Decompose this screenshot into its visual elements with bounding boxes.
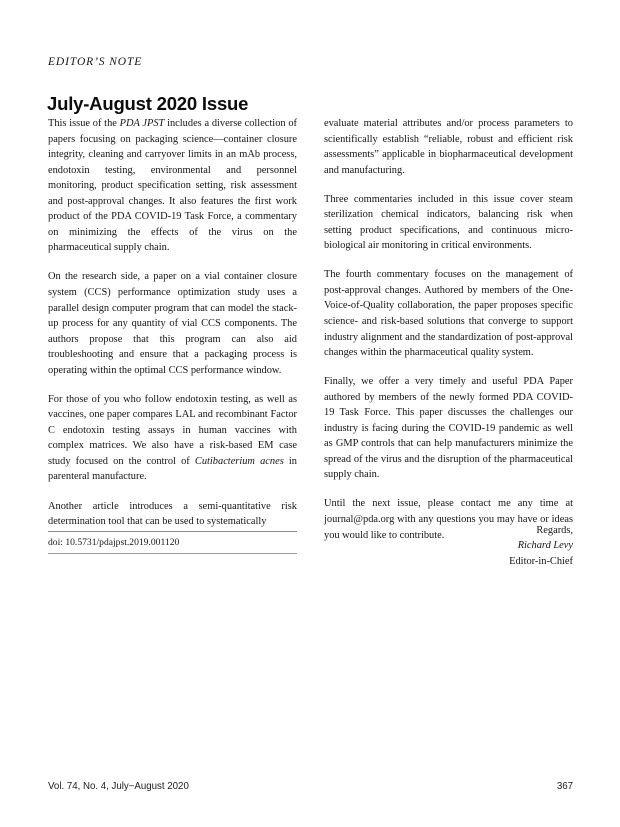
paragraph: Finally, we offer a very timely and useful PDA Paper authored by members of the newly formed PDA COVID-19 Task Force. This paper discusses the challenges our industry is facing during the COVID-19 pandemic as well as GMP controls that can help manufacturers minimize the spread of the virus and the disruption of the pharmaceutical supply chain. (324, 376, 573, 481)
footer-volume-line: Vol. 74, No. 4, July−August 2020 (48, 781, 189, 792)
paragraph: evaluate material attributes and/or process parameters to scientifically establish “reliable, robust and efficient risk assessments” applicable in biopharmaceutical development and manufacturing. (324, 118, 573, 176)
species-name: Cutibacterium acnes (194, 455, 284, 467)
paragraph-run: For those of you who follow endotoxin testing, as well as vaccines, one paper compares LAL and recombinant Factor C endotoxin testing assays in human vaccines with complex matrices. We also have a risk-based EM case study focused on the control of (48, 393, 297, 467)
section-kicker: EDITOR’S NOTE (48, 56, 143, 68)
signature-block (509, 523, 573, 569)
paragraph: On the research side, a paper on a vial container closure system (CCS) performance optimization study uses a parallel design computer program that can model the stack-up process for any quantity of vial CCS components. The authors propose that this program can also aid troubleshooting and ensure that a packaging process is operating within the optimal CCS performance window. (48, 271, 297, 376)
paragraph-run: This issue of the (48, 118, 120, 129)
paragraph (48, 392, 297, 485)
doi-block (48, 531, 297, 554)
paragraph-run: in parenteral manufacture. (48, 455, 297, 483)
signature-name: Richard Levy (517, 540, 573, 552)
paragraph: Until the next issue, please contact me any time at journal@pda.org with any questions you may have or ideas you would like to contribute. (324, 498, 573, 541)
paragraph: The fourth commentary focuses on the management of post-approval changes. Authored by members of the One-Voice-of-Quality collaboration, the paper proposes specific science- and risk-based solutions that converge to support industry alignment and the standardization of post-approval changes within the pharmaceutical quality system. (324, 269, 573, 359)
signature-closing: Regards, (536, 525, 573, 536)
left-column (48, 116, 297, 543)
page-footer (48, 781, 573, 792)
paragraph: Three commentaries included in this issue cover steam sterilization chemical indicators, balancing risk when setting product specifications, and continuous microbiological air monitoring in critical environments. (324, 193, 573, 252)
right-column (324, 116, 573, 543)
paragraph-run: includes a diverse collection of papers focusing on packaging science—container closure integrity, cleaning and carryover limits in an mAb process, endotoxin testing, environmental and personnel monitoring, product specification setting, risk assessment and post-approval changes. It also features the first work product of the PDA COVID-19 Task Force, a commentary on minimizing the effects of the virus on the pharmaceutical supply chain. (48, 118, 297, 254)
doi-rule-bottom (48, 553, 297, 554)
page-title: July-August 2020 Issue (47, 93, 249, 115)
footer-page-number: 367 (556, 781, 573, 792)
paragraph (48, 116, 297, 256)
signature-role: Editor-in-Chief (509, 555, 573, 567)
paragraph: Another article introduces a semi-quantitative risk determination tool that can be used to systematically (48, 500, 297, 528)
doi-text[interactable]: doi: 10.5731/pdajpst.2019.001120 (48, 536, 180, 548)
journal-name: PDA JPST (119, 118, 165, 129)
article-body (48, 116, 573, 543)
